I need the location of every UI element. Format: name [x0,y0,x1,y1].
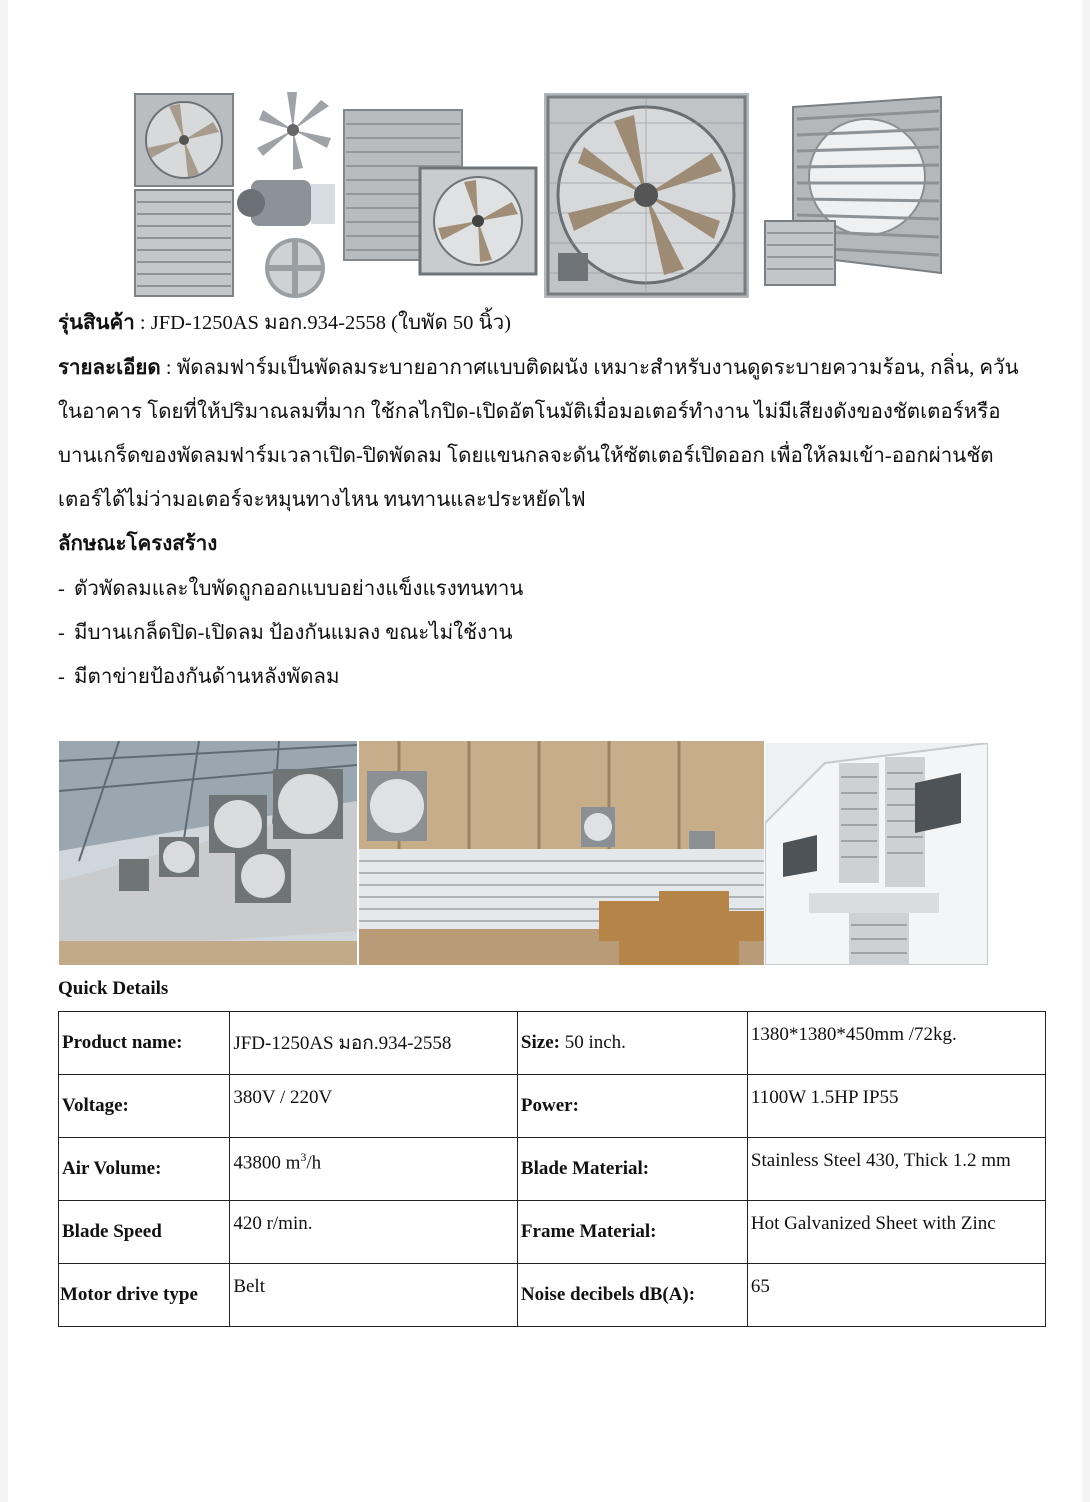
description-line-3: บานเกร็ดของพัดลมฟาร์มเวลาเปิด-ปิดพัดลม โดยแขนกลจะดันให้ซัตเตอร์เปิดออก เพื่อให้ลมเข้า-ออกผ่านชัต [58,445,994,467]
structure-heading: ลักษณะโครงสร้าง [58,533,218,555]
spec-value [230,1138,518,1201]
product-model-line [58,308,511,338]
table-row [59,1075,1046,1138]
structure-bullet-text: มีตาข่ายป้องกันด้านหลังพัดลม [74,666,340,688]
fan-with-shutter-photo [342,106,538,278]
spec-key: Frame Material: [517,1201,747,1264]
description-label: รายละเอียด [58,357,161,379]
structure-bullet: - ตัวพัดลมและใบพัดถูกออกแบบอย่างแข็งแรงทนทาน [58,578,524,600]
large-fan-front-photo [544,93,749,298]
table-row [59,1012,1046,1075]
description-text-1: : พัดลมฟาร์มเป็นพัดลมระบายอากาศแบบติดผนัง เหมาะสำหรับงานดูดระบายความร้อน, กลิ่น, ควัน [160,357,1019,379]
structure-bullet-text: ตัวพัดลมและใบพัดถูกออกแบบอย่างแข็งแรงทนทาน [74,578,524,600]
structure-bullet: - มีบานเกล็ดปิด-เปิดลม ป้องกันแมลง ขณะไม่ใช้งาน [58,622,513,644]
air-volume-unit: /h [306,1152,322,1174]
spec-value: 65 [747,1264,1045,1327]
structure-bullet-text: มีบานเกล็ดปิด-เปิดลม ป้องกันแมลง ขณะไม่ใช้งาน [74,622,513,644]
fan-with-parts-photo [133,92,338,298]
quick-details-table [58,1011,1046,1327]
quick-details-title: Quick Details [58,978,169,999]
spec-key: Voltage: [59,1075,230,1138]
spec-key: Noise decibels dB(A): [517,1264,747,1327]
spec-value: Belt [230,1264,518,1327]
table-row [59,1201,1046,1264]
spec-value: 380V / 220V [230,1075,518,1138]
spec-key: Blade Material: [517,1138,747,1201]
fan-side-view-photo [763,95,943,287]
building-exterior-photo [765,743,988,965]
spec-value: 1380*1380*450mm /72kg. [747,1012,1045,1075]
document-page [8,0,1082,1502]
description-line-4: เตอร์ได้ไม่ว่ามอเตอร์จะหมุนทางไหน ทนทานและประหยัดไฟ [58,489,586,511]
spec-key: Motor drive type [59,1264,230,1327]
spec-key: Product name: [59,1012,230,1075]
table-row [59,1138,1046,1201]
product-model-label: รุ่นสินค้า [58,312,135,334]
structure-bullet: - มีตาข่ายป้องกันด้านหลังพัดลม [58,666,340,688]
spec-value: 1100W 1.5HP IP55 [747,1075,1045,1138]
spec-key-value: 50 inch. [559,1032,626,1053]
spec-value: Hot Galvanized Sheet with Zinc [747,1201,1045,1264]
warehouse-installation-photo [359,741,764,965]
spec-value: Stainless Steel 430, Thick 1.2 mm [747,1138,1045,1201]
product-model-value: : JFD-1250AS มอก.934-2558 (ใบพัด 50 นิ้ว) [134,312,511,334]
spec-key: Power: [517,1075,747,1138]
spec-key: Air Volume: [59,1138,230,1201]
spec-value: JFD-1250AS มอก.934-2558 [230,1012,518,1075]
spec-key-label: Size: [520,1032,560,1053]
greenhouse-installation-photo [59,741,357,965]
air-volume-exponent: 3 [300,1150,307,1164]
spec-value: 420 r/min. [230,1201,518,1264]
air-volume-number: 43800 m [233,1152,301,1174]
spec-key: Blade Speed [59,1201,230,1264]
table-row [59,1264,1046,1327]
spec-key [517,1012,747,1075]
description-line-1 [58,353,1019,383]
description-line-2: ในอาคาร โดยที่ให้ปริมาณลมที่มาก ใช้กลไกปิด-เปิดอัตโนมัติเมื่อมอเตอร์ทำงาน ไม่มีเสียงดังของชัตเตอร์หรือ [58,401,1001,423]
